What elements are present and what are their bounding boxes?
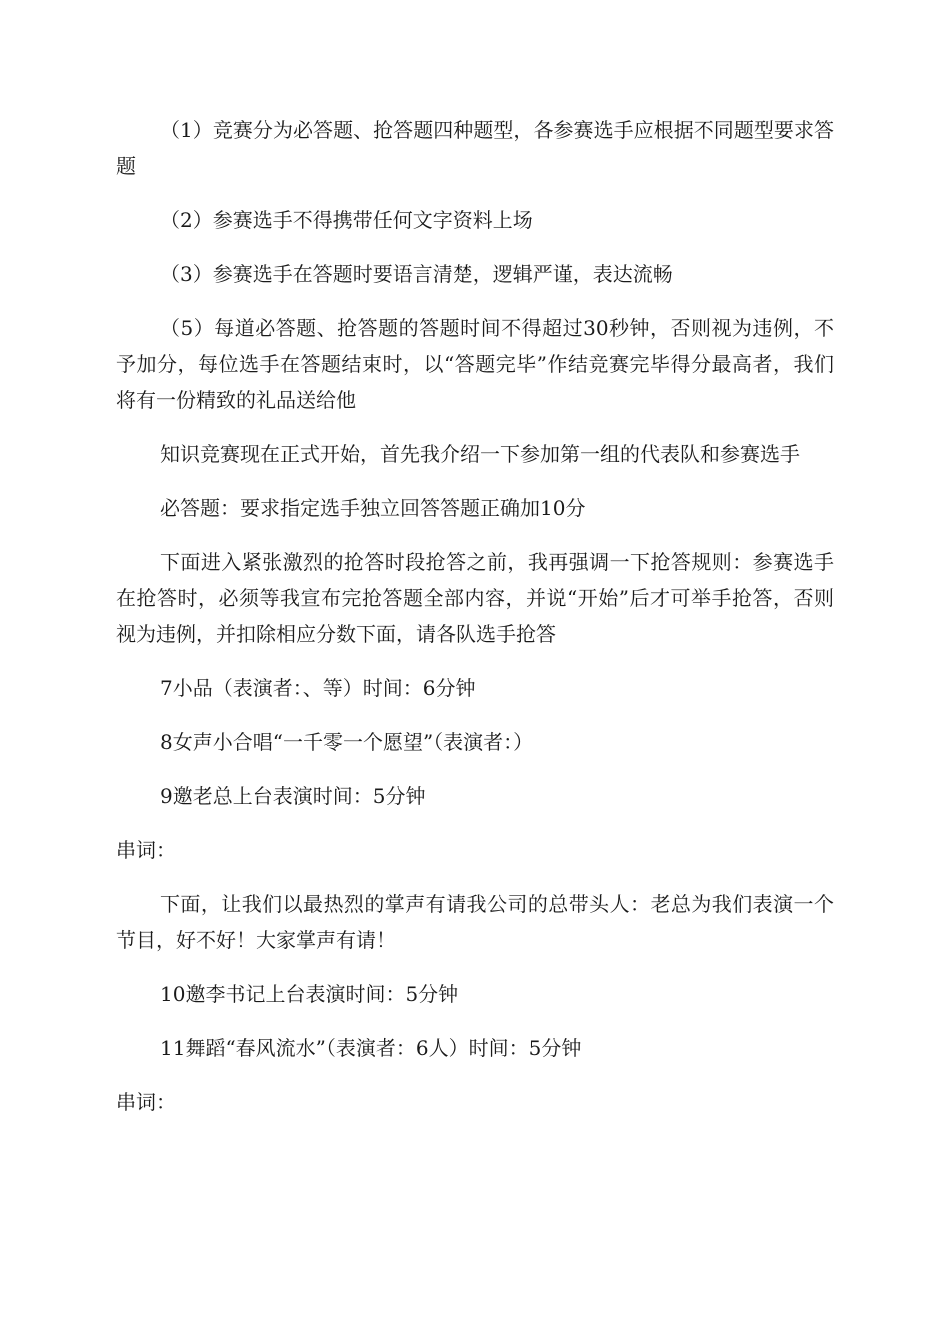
required-question-paragraph: 必答题：要求指定选手独立回答答题正确加10分: [160, 496, 586, 520]
program-item-10: 10邀李书记上台表演时间：5分钟: [160, 982, 459, 1006]
script-heading-2: 串词：: [116, 1090, 176, 1114]
program-item-7: 7小品（表演者：、等）时间：6分钟: [160, 676, 476, 700]
rule-paragraph-1: （1）竞赛分为必答题、抢答题四种题型，各参赛选手应根据不同题型要求答题: [116, 118, 834, 178]
program-item-11: 11舞蹈“春风流水”（表演者：6人）时间：5分钟: [160, 1036, 582, 1060]
program-item-9: 9邀老总上台表演时间：5分钟: [160, 784, 426, 808]
script-paragraph: 下面，让我们以最热烈的掌声有请我公司的总带头人：老总为我们表演一个节目，好不好！大家掌声有请！: [116, 892, 834, 952]
document-body: [116, 112, 834, 1138]
competition-start-paragraph: 知识竞赛现在正式开始，首先我介绍一下参加第一组的代表队和参赛选手: [160, 442, 800, 466]
rule-paragraph-3: （3）参赛选手在答题时要语言清楚，逻辑严谨，表达流畅: [160, 262, 673, 286]
rule-paragraph-5: （5）每道必答题、抢答题的答题时间不得超过30秒钟，否则视为违例，不予加分，每位选手在答题结束时，以“答题完毕”作结竞赛完毕得分最高者，我们将有一份精致的礼品送给他: [116, 316, 834, 412]
script-heading-1: 串词：: [116, 838, 176, 862]
rule-paragraph-2: （2）参赛选手不得携带任何文字资料上场: [160, 208, 533, 232]
program-item-8: 8女声小合唱“一千零一个愿望”（表演者：）: [160, 730, 534, 754]
quick-answer-rules-paragraph: 下面进入紧张激烈的抢答时段抢答之前，我再强调一下抢答规则：参赛选手在抢答时，必须等我宣布完抢答题全部内容，并说“开始”后才可举手抢答，否则视为违例，并扣除相应分数下面，请各队选手抢答: [116, 550, 834, 646]
